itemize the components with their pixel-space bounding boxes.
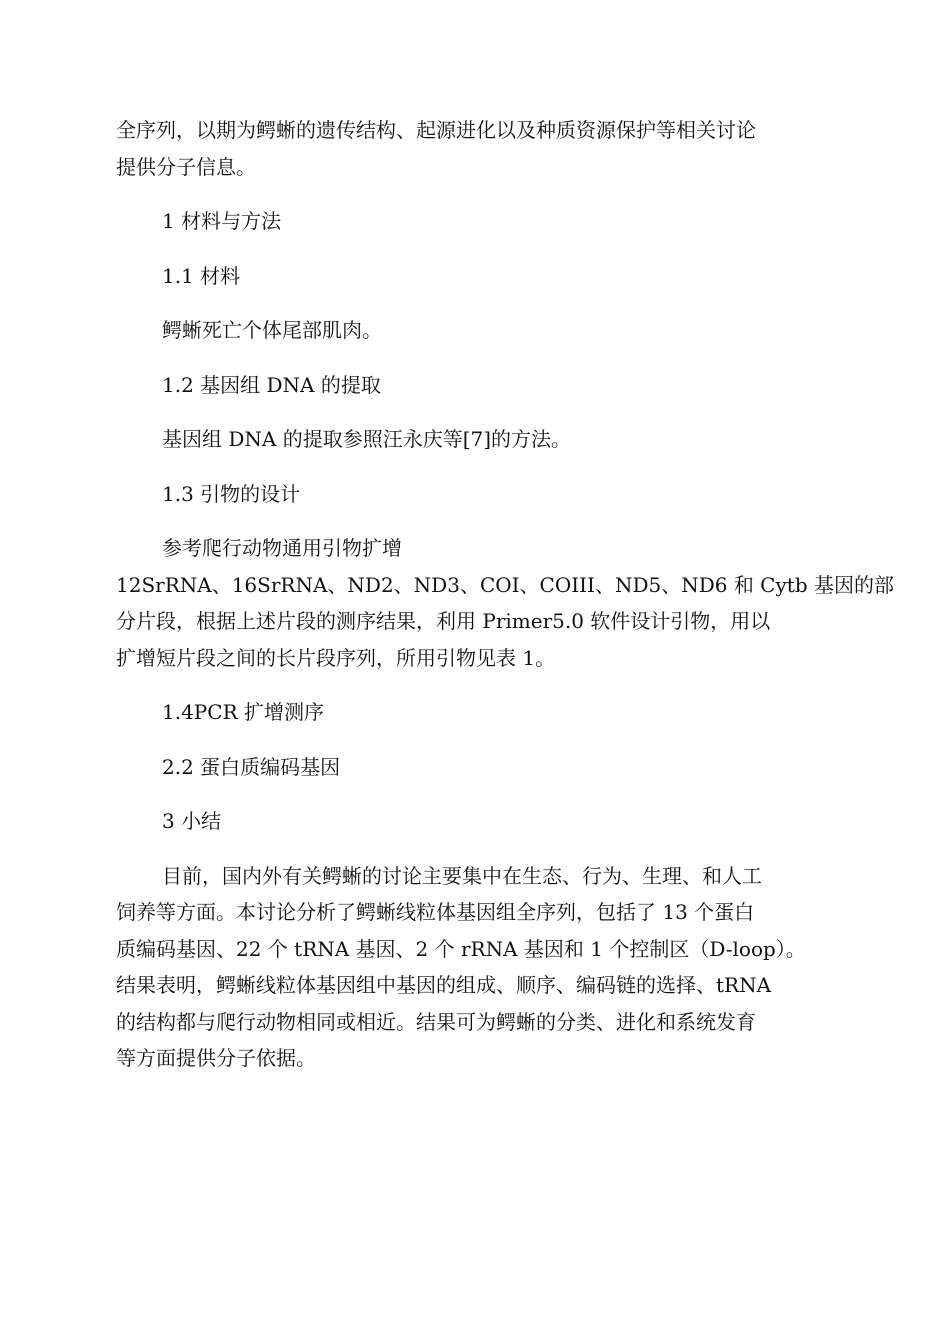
text-line: 的结构都与爬行动物相同或相近。结果可为鳄蜥的分类、进化和系统发育: [116, 1009, 756, 1034]
subsection-heading-1-2: 1.2 基因组 DNA 的提取: [162, 372, 381, 397]
subsection-heading-1-4: 1.4PCR 扩增测序: [162, 700, 324, 724]
subsection-heading-1-1: 1.1 材料: [162, 263, 241, 288]
subsection-heading-1-3: 1.3 引物的设计: [162, 481, 301, 506]
intro-paragraph: [116, 112, 834, 185]
text-line: 扩增短片段之间的长片段序列，所用引物见表 1。: [116, 645, 556, 670]
primer-design-paragraph: [116, 530, 894, 676]
text-line: 全序列，以期为鳄蜥的遗传结构、起源进化以及种质资源保护等相关讨论: [116, 118, 756, 142]
section-heading-1: 1 材料与方法: [162, 209, 282, 233]
section-heading-3: 3 小结: [162, 809, 222, 833]
subsection-heading-2-2: 2.2 蛋白质编码基因: [162, 754, 341, 779]
text-line: 12SrRNA、16SrRNA、ND2、ND3、COI、COIII、ND5、ND6 和 Cytb 基因的部: [116, 572, 894, 597]
text-line: 目前，国内外有关鳄蜥的讨论主要集中在生态、行为、生理、和人工: [162, 863, 762, 888]
text-line: 参考爬行动物通用引物扩增: [162, 536, 402, 560]
summary-paragraph: [116, 858, 834, 1077]
material-paragraph: 鳄蜥死亡个体尾部肌肉。: [162, 318, 382, 342]
text-line: 质编码基因、22 个 tRNA 基因、2 个 rRNA 基因和 1 个控制区（D-loop）。: [116, 936, 806, 961]
text-line: 分片段，根据上述片段的测序结果，利用 Primer5.0 软件设计引物，用以: [116, 609, 771, 633]
document-page: [116, 112, 894, 1077]
dna-extraction-paragraph: 基因组 DNA 的提取参照汪永庆等[7]的方法。: [162, 427, 572, 451]
text-line: 等方面提供分子依据。: [116, 1046, 316, 1070]
text-line: 结果表明，鳄蜥线粒体基因组中基因的组成、顺序、编码链的选择、tRNA: [116, 973, 772, 997]
text-line: 提供分子信息。: [116, 154, 256, 179]
text-line: 饲养等方面。本讨论分析了鳄蜥线粒体基因组全序列，包括了 13 个蛋白: [116, 900, 755, 924]
